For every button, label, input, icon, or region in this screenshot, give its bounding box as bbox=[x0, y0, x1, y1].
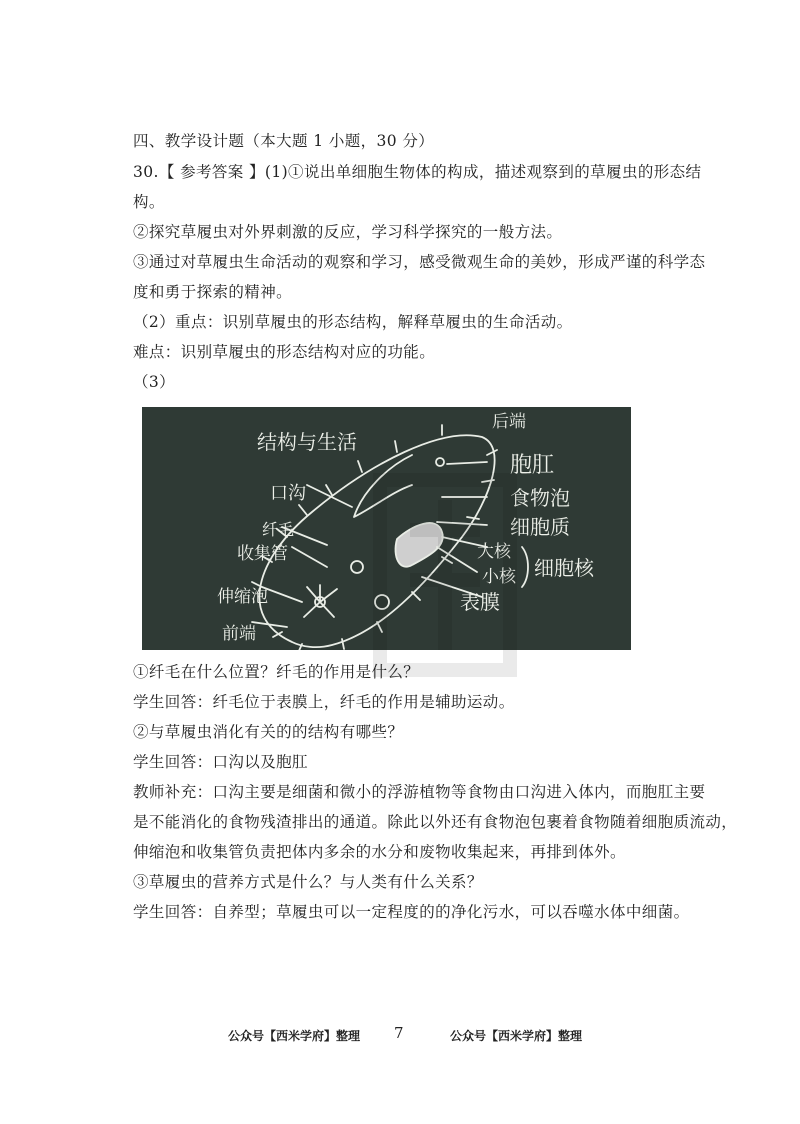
footer-left: 公众号【西米学府】整理 bbox=[228, 1029, 361, 1043]
part-3-label: （3） bbox=[133, 373, 176, 391]
teacher-line-1: 教师补充：口沟主要是细菌和微小的浮游植物等食物由口沟进入体内，而胞肛主要 bbox=[133, 783, 706, 801]
label-shou-ji-guan: 收集管 bbox=[237, 544, 288, 564]
section-heading: 四、教学设计题（本大题 1 小题，30 分） bbox=[133, 132, 435, 150]
teacher-line-3: 伸缩泡和收集管负责把体内多余的水分和废物收集起来，再排到体外。 bbox=[133, 843, 626, 861]
q30-line-1: 30.【 参考答案 】(1)①说出单细胞生物体的构成，描述观察到的草履虫的形态结 bbox=[133, 163, 702, 181]
label-xian-mao: 纤毛 bbox=[262, 520, 295, 539]
label-xi-bao-he: 细胞核 bbox=[534, 556, 594, 580]
label-qian-di: 前端 bbox=[222, 624, 256, 644]
label-shi-wu-pao: 食物泡 bbox=[510, 486, 570, 510]
qa3-question: ③草履虫的营养方式是什么？与人类有什么关系？ bbox=[133, 873, 483, 891]
teacher-line-2: 是不能消化的食物残渣排出的通道。除此以外还有食物泡包裹着食物随着细胞质流动， bbox=[133, 813, 738, 831]
label-xiao-he: 小核 bbox=[482, 567, 516, 587]
label-shen-suo-pao: 伸缩泡 bbox=[217, 587, 268, 607]
cell-anus bbox=[436, 458, 444, 466]
page-number: 7 bbox=[394, 1024, 404, 1042]
q30-line-5: 度和勇于探索的精神。 bbox=[133, 283, 293, 301]
q30-line-2: 构。 bbox=[133, 193, 165, 211]
contractile-vacuole bbox=[304, 585, 337, 617]
label-bao-gang: 胞肛 bbox=[510, 453, 555, 478]
label-xi-bao-zhi: 细胞质 bbox=[510, 515, 570, 539]
footer-right: 公众号【西米学府】整理 bbox=[450, 1029, 583, 1043]
food-vacuole-1 bbox=[351, 561, 363, 573]
q30-part-2: （2）重点：识别草履虫的形态结构，解释草履虫的生命活动。 bbox=[133, 313, 573, 331]
watermark-logo bbox=[370, 470, 520, 680]
label-da-he: 大核 bbox=[477, 542, 511, 562]
board-title: 结构与生活 bbox=[257, 430, 357, 454]
q30-line-3: ②探究草履虫对外界刺激的反应，学习科学探究的一般方法。 bbox=[133, 223, 563, 241]
difficulty-line: 难点：识别草履虫的形态结构对应的功能。 bbox=[133, 343, 436, 361]
qa2-answer: 学生回答：口沟以及胞肛 bbox=[133, 753, 308, 771]
qa1-question: ①纤毛在什么位置？纤毛的作用是什么？ bbox=[133, 663, 420, 681]
label-hou-di: 后端 bbox=[492, 412, 526, 432]
label-biao-mo: 表膜 bbox=[460, 590, 500, 614]
q30-line-4: ③通过对草履虫生命活动的观察和学习，感受微观生命的美妙，形成严谨的科学态 bbox=[133, 253, 706, 271]
qa2-question: ②与草履虫消化有关的的结构有哪些？ bbox=[133, 723, 404, 741]
label-kou-gou: 口沟 bbox=[270, 483, 306, 504]
qa3-answer: 学生回答：自养型；草履虫可以一定程度的的净化污水，可以吞噬水体中细菌。 bbox=[133, 903, 690, 921]
nucleus-bracket bbox=[522, 547, 528, 587]
qa1-answer: 学生回答：纤毛位于表膜上，纤毛的作用是辅助运动。 bbox=[133, 693, 515, 711]
